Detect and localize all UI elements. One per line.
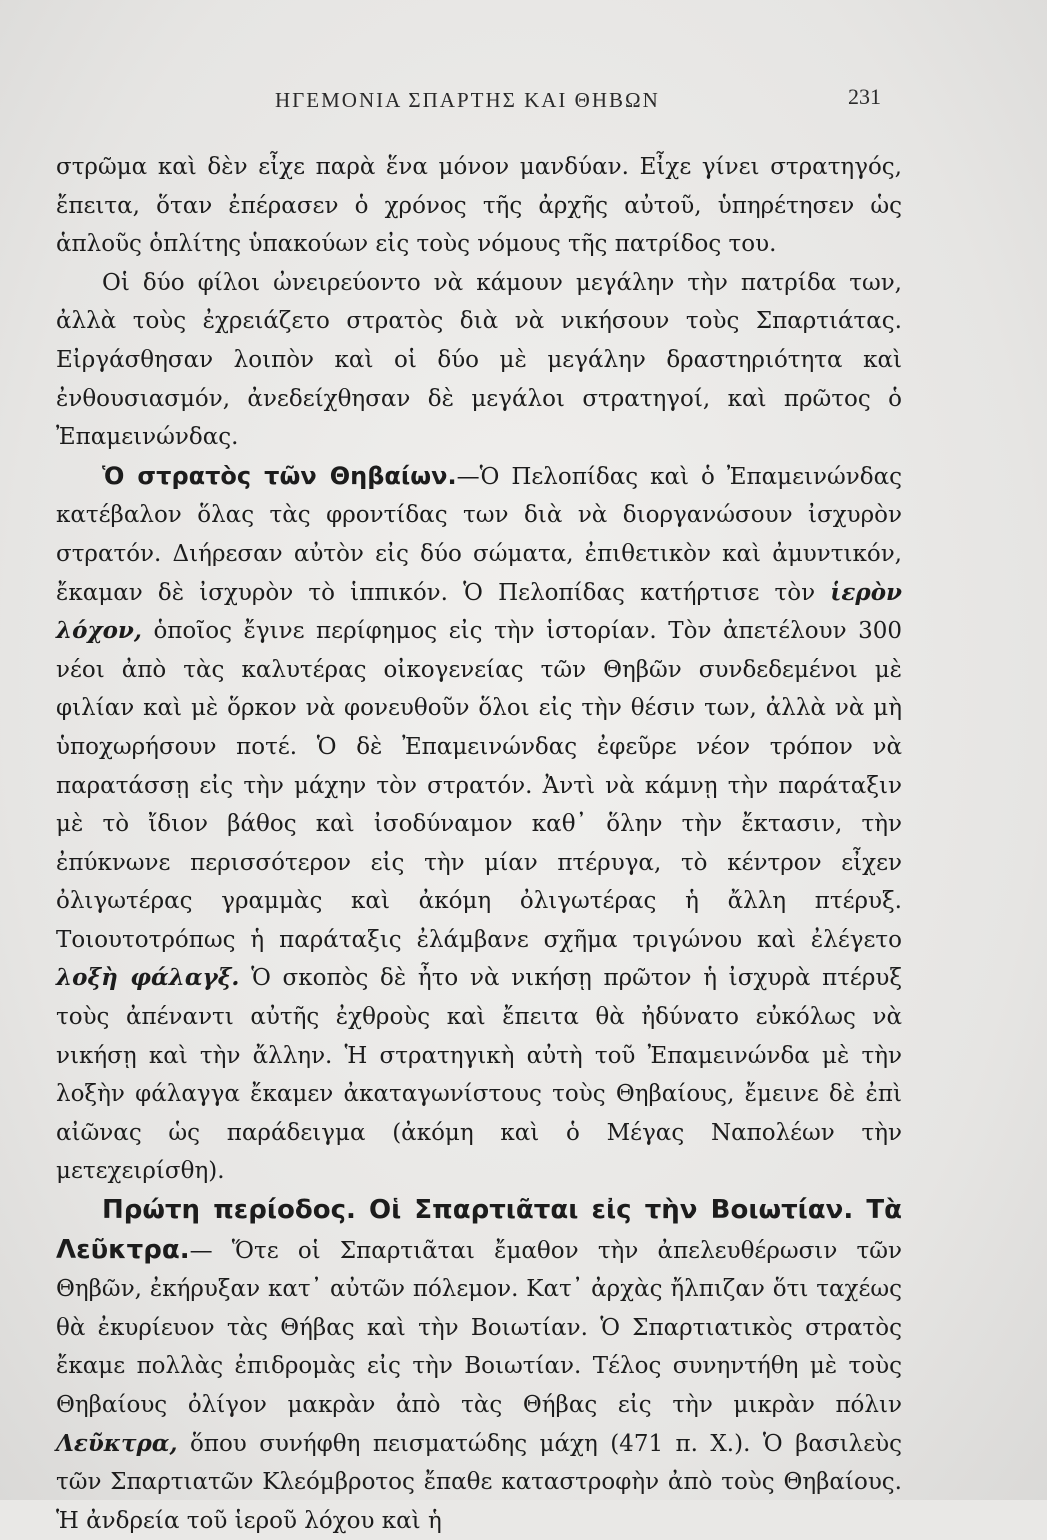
paragraph-2 xyxy=(56,264,902,457)
term-sacred-band: ἱερὸν λόχον, xyxy=(56,578,902,645)
paragraph-3-text-a: —Ὁ Πελοπίδας καὶ ὁ Ἐπαμεινώνδας κατέβαλον ὅλας τὰς φροντίδας των διὰ νὰ διοργανώσουν ἰσχυρὸν στρατόν. Διήρεσαν αὐτὸν εἰς δύο σώματα, ἐπιθετικὸν καὶ ἀμυντικόν, ἔκαμαν δὲ ἰσχυρὸν τὸ ἱππικόν. Ὁ Πελοπίδας κατήρτισε τὸν xyxy=(56,463,903,606)
page-number: 231 xyxy=(848,84,881,109)
section-heading-first-period: Πρώτη περίοδος. Οἱ Σπαρτιᾶται εἰς τὴν Βοιωτίαν. Τὰ Λεῦκτρα. xyxy=(56,1195,902,1265)
paragraph-4 xyxy=(56,1191,902,1540)
body-text xyxy=(56,148,902,1540)
paragraph-4-text-b: ὅπου συνήφθη πεισματώδης μάχη (471 π. Χ.). Ὁ βασιλεὺς τῶν Σπαρτιατῶν Κλεόμβροτος ἔπαθε καταστροφὴν ἀπὸ τοὺς Θηβαίους. Ἡ ἀνδρεία τοῦ ἱεροῦ λόχου καὶ ἡ xyxy=(56,1430,902,1534)
term-leuctra: Λεῦκτρα, xyxy=(56,1429,178,1457)
section-heading-theban-army: Ὁ στρατὸς τῶν Θηβαίων. xyxy=(102,461,457,490)
paragraph-2-text: Οἱ δύο φίλοι ὠνειρεύοντο νὰ κάμουν μεγάλην τὴν πατρίδα των, ἀλλὰ τοὺς ἐχρειάζετο στρατὸς διὰ νὰ νικήσουν τοὺς Σπαρτιάτας. Εἰργάσθησαν λοιπὸν καὶ οἱ δύο μὲ μεγάλην δραστηριότητα καὶ ἐνθουσιασμόν, ἀνεδείχθησαν δὲ μεγάλοι στρατηγοί, καὶ πρῶτος ὁ Ἐπαμεινώνδας. xyxy=(56,269,902,451)
paragraph-1-text: στρῶμα καὶ δὲν εἶχε παρὰ ἕνα μόνον μανδύαν. Εἶχε γίνει στρατηγός, ἔπειτα, ὅταν ἐπέρασεν ὁ χρόνος τῆς ἀρχῆς αὐτοῦ, ὑπηρέτησεν ὡς ἁπλοῦς ὁπλίτης ὑπακούων εἰς τοὺς νόμους τῆς πατρίδος του. xyxy=(56,154,902,258)
term-oblique-phalanx: λοξὴ φάλαγξ. xyxy=(56,964,240,992)
running-title: ΗΓΕΜΟΝΙΑ ΣΠΑΡΤΗΣ ΚΑΙ ΘΗΒΩΝ xyxy=(275,88,660,112)
paragraph-3 xyxy=(56,457,902,1191)
paragraph-4-text-a: — Ὅτε οἱ Σπαρτιᾶται ἔμαθον τὴν ἀπελευθέρωσιν τῶν Θηβῶν, ἐκήρυξαν κατ᾽ αὐτῶν πόλεμον. Κατ᾽ ἀρχὰς ἤλπιζαν ὅτι ταχέως θὰ ἐκυρίευον τὰς Θήβας καὶ τὴν Βοιωτίαν. Ὁ Σπαρτιατικὸς στρατὸς ἔκαμε πολλὰς ἐπιδρομὰς εἰς τὴν Βοιωτίαν. Τέλος συνηντήθη μὲ τοὺς Θηβαίους ὀλίγον μακρὰν ἀπὸ τὰς Θήβας εἰς τὴν μικρὰν πόλιν xyxy=(56,1237,902,1418)
page-header xyxy=(0,84,1047,128)
paragraph-3-text-c: Ὁ σκοπὸς δὲ ἦτο νὰ νικήσῃ πρῶτον ἡ ἰσχυρὰ πτέρυξ τοὺς ἀπέναντι αὐτῆς ἐχθροὺς καὶ ἔπειτα θὰ ἠδύνατο εὐκόλως νὰ νικήσῃ καὶ τὴν ἄλλην. Ἡ στρατηγικὴ αὐτὴ τοῦ Ἐπαμεινώνδα μὲ τὴν λοξὴν φάλαγγα ἔκαμεν ἀκαταγωνίστους τοὺς Θηβαίους, ἔμεινε δὲ ἐπὶ αἰῶνας ὡς παράδειγμα (ἀκόμη καὶ ὁ Μέγας Ναπολέων τὴν μετεχειρίσθη). xyxy=(56,965,902,1185)
paragraph-1 xyxy=(56,148,902,264)
paragraph-3-text-b: ὁποῖος ἔγινε περίφημος εἰς τὴν ἱστορίαν. Τὸν ἀπετέλουν 300 νέοι ἀπὸ τὰς καλυτέρας οἰκογενείας τῶν Θηβῶν συνδεδεμένοι μὲ φιλίαν καὶ μὲ ὅρκον νὰ φονευθοῦν ὅλοι εἰς τὴν θέσιν των, ἀλλὰ νὰ μὴ ὑποχωρήσουν ποτέ. Ὁ δὲ Ἐπαμεινώνδας ἐφεῦρε νέον τρόπον νὰ παρατάσσῃ εἰς τὴν μάχην τὸν στρατόν. Ἀντὶ νὰ κάμνῃ τὴν παράταξιν μὲ τὸ ἴδιον βάθος καὶ ἰσοδύναμον καθ᾽ ὅλην τὴν ἔκτασιν, τὴν ἐπύκνωνε περισσότερον εἰς τὴν μίαν πτέρυγα, τὸ κέντρον εἶχεν ὀλιγωτέρας γραμμὰς καὶ ἀκόμη ὀλιγωτέρας ἡ ἄλλη πτέρυξ. Τοιουτοτρόπως ἡ παράταξις ἐλάμβανε σχῆμα τριγώνου καὶ ἐλέγετο xyxy=(56,618,902,953)
